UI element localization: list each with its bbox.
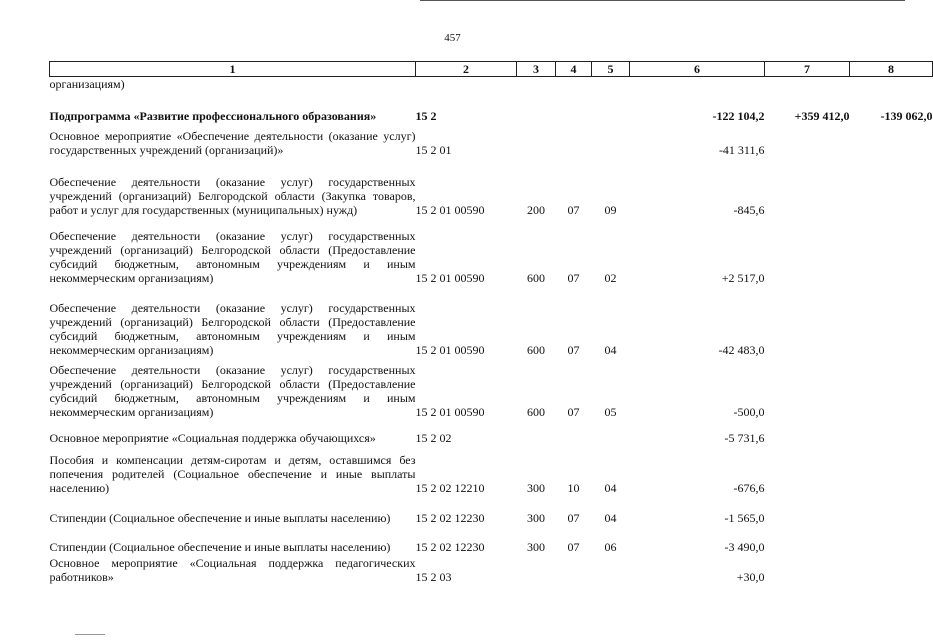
row-amount-8 (850, 77, 933, 94)
table-row (50, 77, 933, 94)
row-amount-7 (765, 554, 850, 584)
row-amount-6 (630, 77, 765, 94)
col-header-6: 6 (630, 62, 765, 77)
row-name: Стипендии (Социальное обеспечение и иные выплаты населению) (49, 510, 391, 525)
row-section: 07 (567, 510, 580, 525)
row-subsection: 04 (604, 480, 617, 495)
row-code: 15 2 01 00590 (415, 342, 485, 357)
row-name: Основное мероприятие «Социальная поддержка педагогических работников» (49, 555, 416, 584)
row-amount-8 (850, 217, 933, 285)
col-header-2: 2 (416, 62, 517, 77)
row-subsection: 09 (604, 202, 617, 217)
table-row (50, 123, 933, 157)
row-code (416, 77, 517, 94)
row-type (517, 77, 556, 94)
row-amount-6: -3 490,0 (724, 539, 765, 554)
row-subsection (592, 77, 630, 94)
row-type (517, 94, 556, 123)
col-header-7: 7 (765, 62, 850, 77)
row-type: 300 (527, 539, 545, 554)
row-amount-7 (765, 445, 850, 495)
row-amount-7 (765, 77, 850, 94)
row-code: 15 2 01 00590 (415, 270, 485, 285)
row-subsection: 04 (604, 510, 617, 525)
row-section (556, 554, 592, 584)
row-amount-8 (850, 419, 933, 445)
row-amount-7 (765, 157, 850, 217)
header-row (50, 62, 933, 77)
col-header-8: 8 (850, 62, 933, 77)
row-amount-8: -139 062,0 (880, 108, 933, 123)
row-name: Основное мероприятие «Социальная поддержка обучающихся» (49, 430, 376, 445)
row-code: 15 2 01 00590 (415, 202, 485, 217)
top-rule (420, 0, 905, 1)
table-row (50, 285, 933, 357)
row-name: Основное мероприятие «Обеспечение деятельности (оказание услуг) государственных учреждений (организаций)» (49, 128, 416, 157)
row-code: 15 2 03 (415, 569, 452, 584)
row-type: 600 (527, 404, 545, 419)
row-amount-8 (850, 445, 933, 495)
row-amount-7 (765, 123, 850, 157)
row-amount-7 (765, 525, 850, 554)
row-amount-8 (850, 285, 933, 357)
row-type: 300 (527, 510, 545, 525)
row-section (556, 94, 592, 123)
table-row (50, 217, 933, 285)
row-name: организациям) (49, 77, 125, 91)
row-amount-7 (765, 217, 850, 285)
row-amount-8 (850, 525, 933, 554)
row-code: 15 2 (415, 108, 437, 123)
row-section (556, 77, 592, 94)
row-name: Подпрограмма «Развитие профессионального образования» (49, 108, 377, 123)
row-amount-7 (765, 419, 850, 445)
row-code: 15 2 02 (415, 430, 452, 445)
row-subsection: 02 (604, 270, 617, 285)
row-amount-8 (850, 495, 933, 525)
row-amount-6: -122 104,2 (712, 108, 765, 123)
row-section: 07 (567, 270, 580, 285)
budget-table (49, 61, 933, 584)
row-amount-8 (850, 157, 933, 217)
col-header-1: 1 (50, 62, 416, 77)
row-name: Обеспечение деятельности (оказание услуг) государственных учреждений (организаций) Белгородской области (Предоставление субсидий бюджетным, автономным учреждениям и иным некоммерческим организациям) (49, 228, 416, 285)
row-section: 07 (567, 202, 580, 217)
col-header-3: 3 (517, 62, 556, 77)
row-code: 15 2 02 12230 (415, 510, 485, 525)
row-section (556, 123, 592, 157)
row-amount-6: -5 731,6 (724, 430, 765, 445)
row-type (517, 123, 556, 157)
row-subsection: 06 (604, 539, 617, 554)
row-type: 200 (527, 202, 545, 217)
row-name: Стипендии (Социальное обеспечение и иные выплаты населению) (49, 539, 391, 554)
row-amount-6: -500,0 (733, 404, 765, 419)
row-name: Обеспечение деятельности (оказание услуг) государственных учреждений (организаций) Белгородской области (Закупка товаров, работ и услуг для государственных (муниципальных) нужд) (49, 174, 416, 217)
row-section: 07 (567, 404, 580, 419)
row-subsection (592, 123, 630, 157)
row-amount-8 (850, 123, 933, 157)
row-section: 10 (567, 480, 580, 495)
scan-mark (75, 634, 105, 635)
row-amount-7 (765, 285, 850, 357)
row-section: 07 (567, 342, 580, 357)
table-row (50, 94, 933, 123)
row-type (517, 419, 556, 445)
row-code: 15 2 01 (415, 142, 452, 157)
row-amount-6: -41 311,6 (718, 142, 765, 157)
row-subsection (592, 94, 630, 123)
row-amount-6: +2 517,0 (721, 270, 765, 285)
row-amount-8 (850, 357, 933, 419)
row-name: Пособия и компенсации детям-сиротам и детям, оставшимся без попечения родителей (Социальное обеспечение и иные выплаты населению) (49, 452, 416, 495)
row-section: 07 (567, 539, 580, 554)
row-code: 15 2 02 12210 (415, 480, 485, 495)
table-row (50, 419, 933, 445)
page-number: 457 (444, 32, 461, 44)
row-amount-6: -42 483,0 (718, 342, 765, 357)
row-code: 15 2 02 12230 (415, 539, 485, 554)
row-amount-7 (765, 495, 850, 525)
row-subsection: 04 (604, 342, 617, 357)
row-amount-6: -845,6 (733, 202, 765, 217)
table-row (50, 157, 933, 217)
row-subsection (592, 419, 630, 445)
row-name: Обеспечение деятельности (оказание услуг) государственных учреждений (организаций) Белгородской области (Предоставление субсидий бюджетным, автономным учреждениям и иным некоммерческим организациям) (49, 362, 416, 419)
row-amount-6: -1 565,0 (724, 510, 765, 525)
row-type (517, 554, 556, 584)
row-type: 600 (527, 342, 545, 357)
row-code: 15 2 01 00590 (415, 404, 485, 419)
row-section (556, 419, 592, 445)
table-row (50, 525, 933, 554)
table-row (50, 554, 933, 584)
row-amount-6: +30,0 (736, 569, 765, 584)
row-type: 600 (527, 270, 545, 285)
row-amount-7 (765, 357, 850, 419)
row-amount-6: -676,6 (733, 480, 765, 495)
col-header-4: 4 (556, 62, 592, 77)
table-row (50, 445, 933, 495)
row-subsection (592, 554, 630, 584)
row-amount-8 (850, 554, 933, 584)
row-name: Обеспечение деятельности (оказание услуг) государственных учреждений (организаций) Белгородской области (Предоставление субсидий бюджетным, автономным учреждениям и иным некоммерческим организациям) (49, 300, 416, 357)
table-row (50, 357, 933, 419)
table-row (50, 495, 933, 525)
col-header-5: 5 (592, 62, 630, 77)
row-subsection: 05 (604, 404, 617, 419)
row-type: 300 (527, 480, 545, 495)
row-amount-7: +359 412,0 (794, 108, 850, 123)
